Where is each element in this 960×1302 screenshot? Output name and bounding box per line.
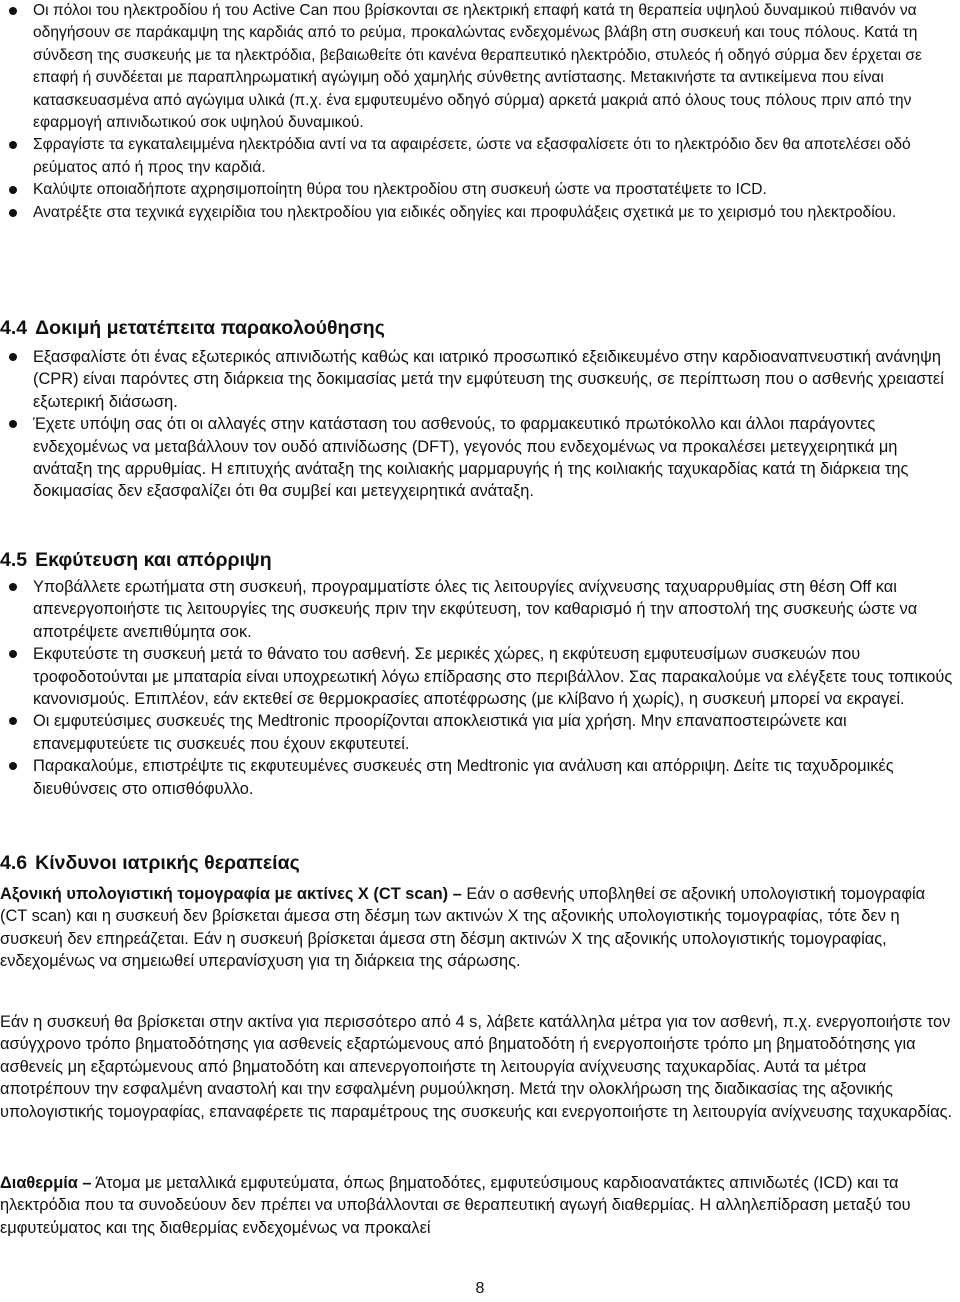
section-4-4-list bbox=[0, 346, 955, 503]
list-item-text: Εκφυτεύστε τη συσκευή μετά το θάνατο του ασθενή. Σε μερικές χώρες, η εκφύτευση εμφυτευσίμων συσκευών που τροφοδοτούνται με μπαταρία είναι υποχρεωτική λόγω επίδρασης στο περιβάλλον. Σας παρακαλούμε να ελέγξετε τους τοπικούς κανονισμούς. Επιπλέον, εάν εκτεθεί σε θερμοκρασίες αποτέφρωσης (με κλίβανο ή χωρίς), η συσκευή μπορεί να εκραγεί. bbox=[33, 645, 953, 709]
section-4-5-list bbox=[0, 576, 955, 800]
list-item bbox=[0, 755, 955, 800]
bullet-icon bbox=[9, 717, 17, 725]
section-heading-4-5 bbox=[0, 548, 272, 572]
section-title: Εκφύτευση και απόρριψη bbox=[35, 549, 272, 571]
bullet-icon bbox=[9, 420, 17, 428]
bullet-icon bbox=[9, 650, 17, 658]
diathermy-paragraph bbox=[0, 1172, 955, 1239]
list-item bbox=[0, 134, 955, 179]
section-number: 4.6 bbox=[0, 852, 28, 874]
bullet-icon bbox=[9, 7, 17, 15]
section-heading-4-6 bbox=[0, 851, 300, 875]
list-item bbox=[0, 710, 955, 755]
list-item-text: Υποβάλλετε ερωτήματα στη συσκευή, προγραμματίστε όλες τις λειτουργίες ανίχνευσης ταχυαρρυθμίας στη θέση Off και απενεργοποιήστε τις λειτουργίες της συσκευής πριν την εκφύτευση, τον καθαρισμό ή την αποστολή της συσκευής ώστε να αποτρέψετε ανεπιθύμητα σοκ. bbox=[33, 578, 918, 641]
list-item-text: Ανατρέξτε στα τεχνικά εγχειρίδια του ηλεκτροδίου για ειδικές οδηγίες και προφυλάξεις σχετικά με το χειρισμό του ηλεκτροδίου. bbox=[33, 203, 897, 221]
paragraph-term: Διαθερμία – bbox=[0, 1174, 92, 1192]
paragraph-term: Αξονική υπολογιστική τομογραφία με ακτίνες X (CT scan) – bbox=[0, 885, 462, 903]
bullet-icon bbox=[9, 762, 17, 770]
paragraph-text: Εάν η συσκευή θα βρίσκεται στην ακτίνα για περισσότερο από 4 s, λάβετε κατάλληλα μέτρα για τον ασθενή, π.χ. ενεργοποιήστε τον ασύγχρονο τρόπο βηματοδότησης για ασθενείς εξαρτώμενους από βηματοδότη ή ενεργοποιήστε τρόπο μη βηματοδότησης για ασθενείς μη εξαρτώμενους από βηματοδότη και απενεργοποιήστε τη λειτουργία ανίχνευσης ταχυκαρδίας. Αυτά τα μέτρα αποτρέπουν την εσφαλμένη αναστολή και την εσφαλμένη ρυμούλκηση. Μετά την ολοκλήρωση της διαδικασίας της αξονικής υπολογιστικής τομογραφίας, επαναφέρετε τις παραμέτρους της συσκευής και ενεργοποιήστε τη λειτουργία ανίχνευσης ταχυκαρδίας. bbox=[0, 1013, 953, 1121]
precautions-list bbox=[0, 0, 955, 224]
list-item-text: Καλύψτε οποιαδήποτε αχρησιμοποίητη θύρα του ηλεκτροδίου στη συσκευή ώστε να προστατέψετε το ICD. bbox=[33, 181, 767, 199]
list-item-text: Εξασφαλίστε ότι ένας εξωτερικός απινιδωτής καθώς και ιατρικό προσωπικό εξειδικευμένο στην καρδιοαναπνευστική ανάνηψη (CPR) είναι παρόντες στη διάρκεια της δοκιμασίας μετά την εμφύτευση της συσκευής, σε περίπτωση που ο ασθενής χρειαστεί εξωτερική διάσωση. bbox=[33, 348, 944, 411]
section-heading-4-4 bbox=[0, 316, 385, 340]
list-item-text: Οι εμφυτεύσιμες συσκευές της Medtronic προορίζονται αποκλειστικά για μία χρήση. Μην επαναποστειρώνετε και επανεμφυτεύετε τις συσκευές που έχουν εκφυτευτεί. bbox=[33, 712, 847, 753]
page-number: 8 bbox=[475, 1280, 485, 1297]
list-item bbox=[0, 576, 955, 643]
list-item bbox=[0, 0, 955, 134]
bullet-icon bbox=[9, 583, 17, 591]
list-item bbox=[0, 413, 955, 503]
section-number: 4.5 bbox=[0, 549, 28, 571]
list-item bbox=[0, 179, 955, 201]
section-title: Κίνδυνοι ιατρικής θεραπείας bbox=[35, 852, 300, 874]
list-item-text: Σφραγίστε τα εγκαταλειμμένα ηλεκτρόδια αντί να τα αφαιρέσετε, ώστε να εξασφαλίσετε ότι το ηλεκτρόδιο δεν θα αποτελέσει οδό ρεύματος από ή προς την καρδιά. bbox=[33, 136, 911, 176]
ct-scan-followup-paragraph bbox=[0, 1011, 955, 1123]
list-item bbox=[0, 202, 955, 224]
paragraph-text: Εάν ο ασθενής υποβληθεί σε αξονική υπολογιστική τομογραφία (CT scan) και η συσκευή δεν βρίσκεται άμεσα στη δέσμη των ακτινών X της αξονικής υπολογιστικής τομογραφίας, τότε δεν η συσκευή δεν επηρεάζεται. Εάν η συσκευή βρίσκεται άμεσα στη δέσμη ακτινών X της αξονικής υπολογιστικής τομογραφίας, ενδεχομένως να σημειωθεί υπερανίσχυση για τη διάρκεια της σάρωσης. bbox=[0, 885, 926, 971]
top-bullet-list bbox=[0, 0, 955, 224]
section-4-5-body bbox=[0, 576, 955, 800]
bullet-icon bbox=[9, 186, 17, 194]
ct-scan-paragraph bbox=[0, 883, 955, 973]
list-item bbox=[0, 643, 955, 710]
section-title: Δοκιμή μετατέπειτα παρακολούθησης bbox=[35, 317, 385, 339]
bullet-icon bbox=[9, 209, 17, 217]
paragraph-text: Άτομα με μεταλλικά εμφυτεύματα, όπως βηματοδότες, εμφυτεύσιμους καρδιοανατάκτες απινιδωτές (ICD) και τα ηλεκτρόδια που τα συνοδεύουν δεν πρέπει να υποβάλλονται σε θεραπευτική αγωγή διαθερμίας. Η αλληλεπίδραση μεταξύ του εμφυτεύματος και της διαθερμίας ενδεχομένως να προκαλεί bbox=[0, 1174, 911, 1237]
list-item-text: Οι πόλοι του ηλεκτροδίου ή του Active Can που βρίσκονται σε ηλεκτρική επαφή κατά τη θεραπεία υψηλού δυναμικού πιθανόν να οδηγήσουν σε παράκαμψη της καρδιάς από το ρεύμα, προκαλώντας ενδεχομένως βλάβη στη συσκευή και τους πόλους. Κατά τη σύνδεση της συσκευής με τα ηλεκτρόδια, βεβαιωθείτε ότι κανένα θεραπευτικό ηλεκτρόδιο, στυλεός ή οδηγό σύρμα δεν έρχεται σε επαφή ή συνδέεται με παραπληρωματική αγώγιμη οδό χαμηλής σύνθετης αντίστασης. Μετακινήστε τα αντικείμενα που είναι κατασκευασμένα από αγώγιμα υλικά (π.χ. ένα εμφυτευμένο οδηγό σύρμα) αρκετά μακριά από όλους τους πόλους πριν από την εφαρμογή απινιδωτικού σοκ υψηλού δυναμικού. bbox=[33, 2, 922, 132]
list-item-text: Έχετε υπόψη σας ότι οι αλλαγές στην κατάσταση του ασθενούς, το φαρμακευτικό πρωτόκολλο και άλλοι παράγοντες ενδεχομένως να μεταβάλλουν τον ουδό απινίδωσης (DFT), γεγονός που ενδεχομένως να προκαλέσει μετεγχειρητικά μη ανάταξη της αρρυθμίας. Η επιτυχής ανάταξη της κοιλιακής μαρμαρυγής ή της κοιλιακής ταχυκαρδίας κατά τη διάρκεια της δοκιμασίας δεν εξασφαλίζει ότι θα συμβεί και μετεγχειρητικά ανάταξη. bbox=[33, 415, 909, 501]
list-item-text: Παρακαλούμε, επιστρέψτε τις εκφυτευμένες συσκευές στη Medtronic για ανάλυση και απόρριψη. Δείτε τις ταχυδρομικές διευθύνσεις στο οπισθόφυλλο. bbox=[33, 757, 894, 798]
list-item bbox=[0, 346, 955, 413]
bullet-icon bbox=[9, 353, 17, 361]
bullet-icon bbox=[9, 141, 17, 149]
section-4-4-body bbox=[0, 346, 955, 503]
section-number: 4.4 bbox=[0, 317, 28, 339]
